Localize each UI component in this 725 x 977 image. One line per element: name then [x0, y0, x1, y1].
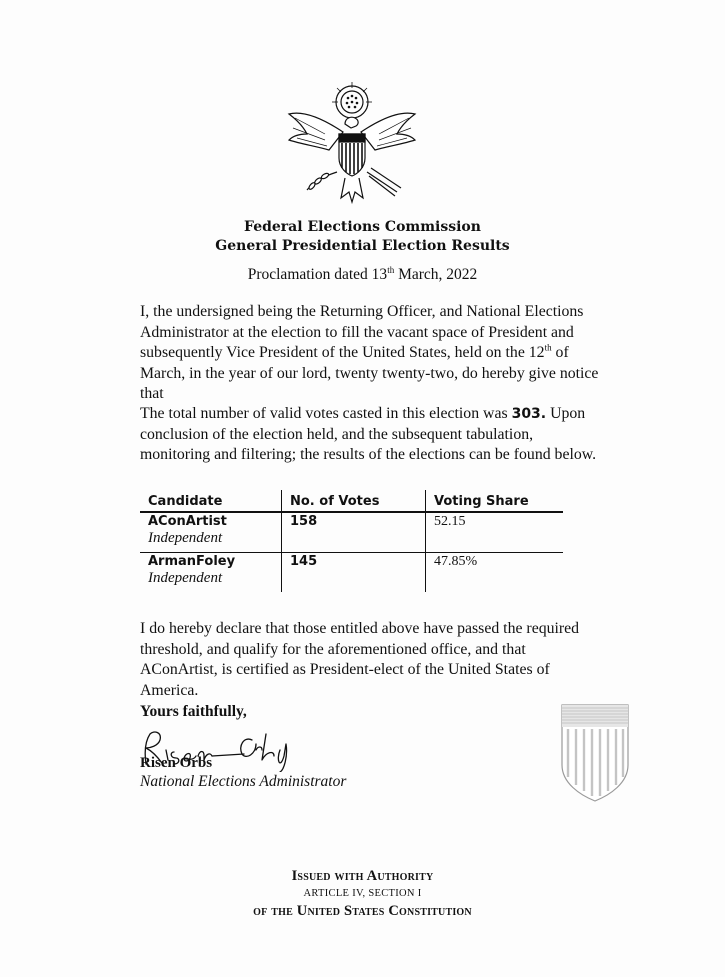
results-title: General Presidential Election Results: [215, 238, 510, 254]
candidate-party: Independent: [148, 530, 223, 546]
candidate-name: AConArtist: [148, 514, 227, 529]
total-votes-value: 303.: [511, 406, 547, 422]
signer-title: National Elections Administrator: [140, 773, 347, 790]
column-header-votes: No. of Votes: [282, 490, 426, 512]
article-section-line: ARTICLE IV, SECTION I: [303, 888, 422, 899]
share-cell: 52.15: [426, 512, 564, 553]
candidate-name: ArmanFoley: [148, 554, 236, 569]
constitution-line: of the United States Constitution: [253, 903, 472, 919]
column-header-candidate: Candidate: [140, 490, 282, 512]
table-header-row: [140, 490, 563, 512]
candidate-cell: [140, 553, 282, 593]
proclamation-date: Proclamation dated 13th March, 2022: [247, 264, 478, 283]
closing-salutation: Yours faithfully,: [140, 703, 247, 720]
total-votes-paragraph: The total number of valid votes casted in this election was 303. Upon conclusion of the election held, and the subsequent tabulation, monitoring and filtering; the results of the elections can be found below.: [140, 405, 597, 463]
issued-authority-line: Issued with Authority: [291, 868, 434, 884]
table-row: [140, 553, 563, 593]
notice-paragraph: I, the undersigned being the Returning Officer, and National Elections Administrator at the election to fill the vacant space of President and subsequently Vice President of the United States, held on the 12th of March, in the year of our lord, twenty twenty-two, do hereby give notice that: [140, 303, 599, 402]
document-header: [0, 218, 725, 256]
signer-name: Risen Orbs: [140, 755, 213, 771]
column-header-share: Voting Share: [426, 490, 564, 512]
eagle-seal-icon: [285, 80, 420, 205]
candidate-party: Independent: [148, 570, 223, 586]
table-row: [140, 512, 563, 553]
declaration-paragraph: I do hereby declare that those entitled above have passed the required threshold, and qualify for the aforementioned office, and that AConArtist, is certified as President-elect of the United States of America.: [140, 620, 580, 699]
candidate-cell: [140, 512, 282, 553]
share-cell: 47.85%: [426, 553, 564, 593]
votes-cell: 145: [282, 553, 426, 593]
votes-cell: 158: [282, 512, 426, 553]
us-shield-icon: [560, 703, 630, 803]
results-table: [140, 490, 563, 592]
commission-title: Federal Elections Commission: [244, 219, 481, 235]
